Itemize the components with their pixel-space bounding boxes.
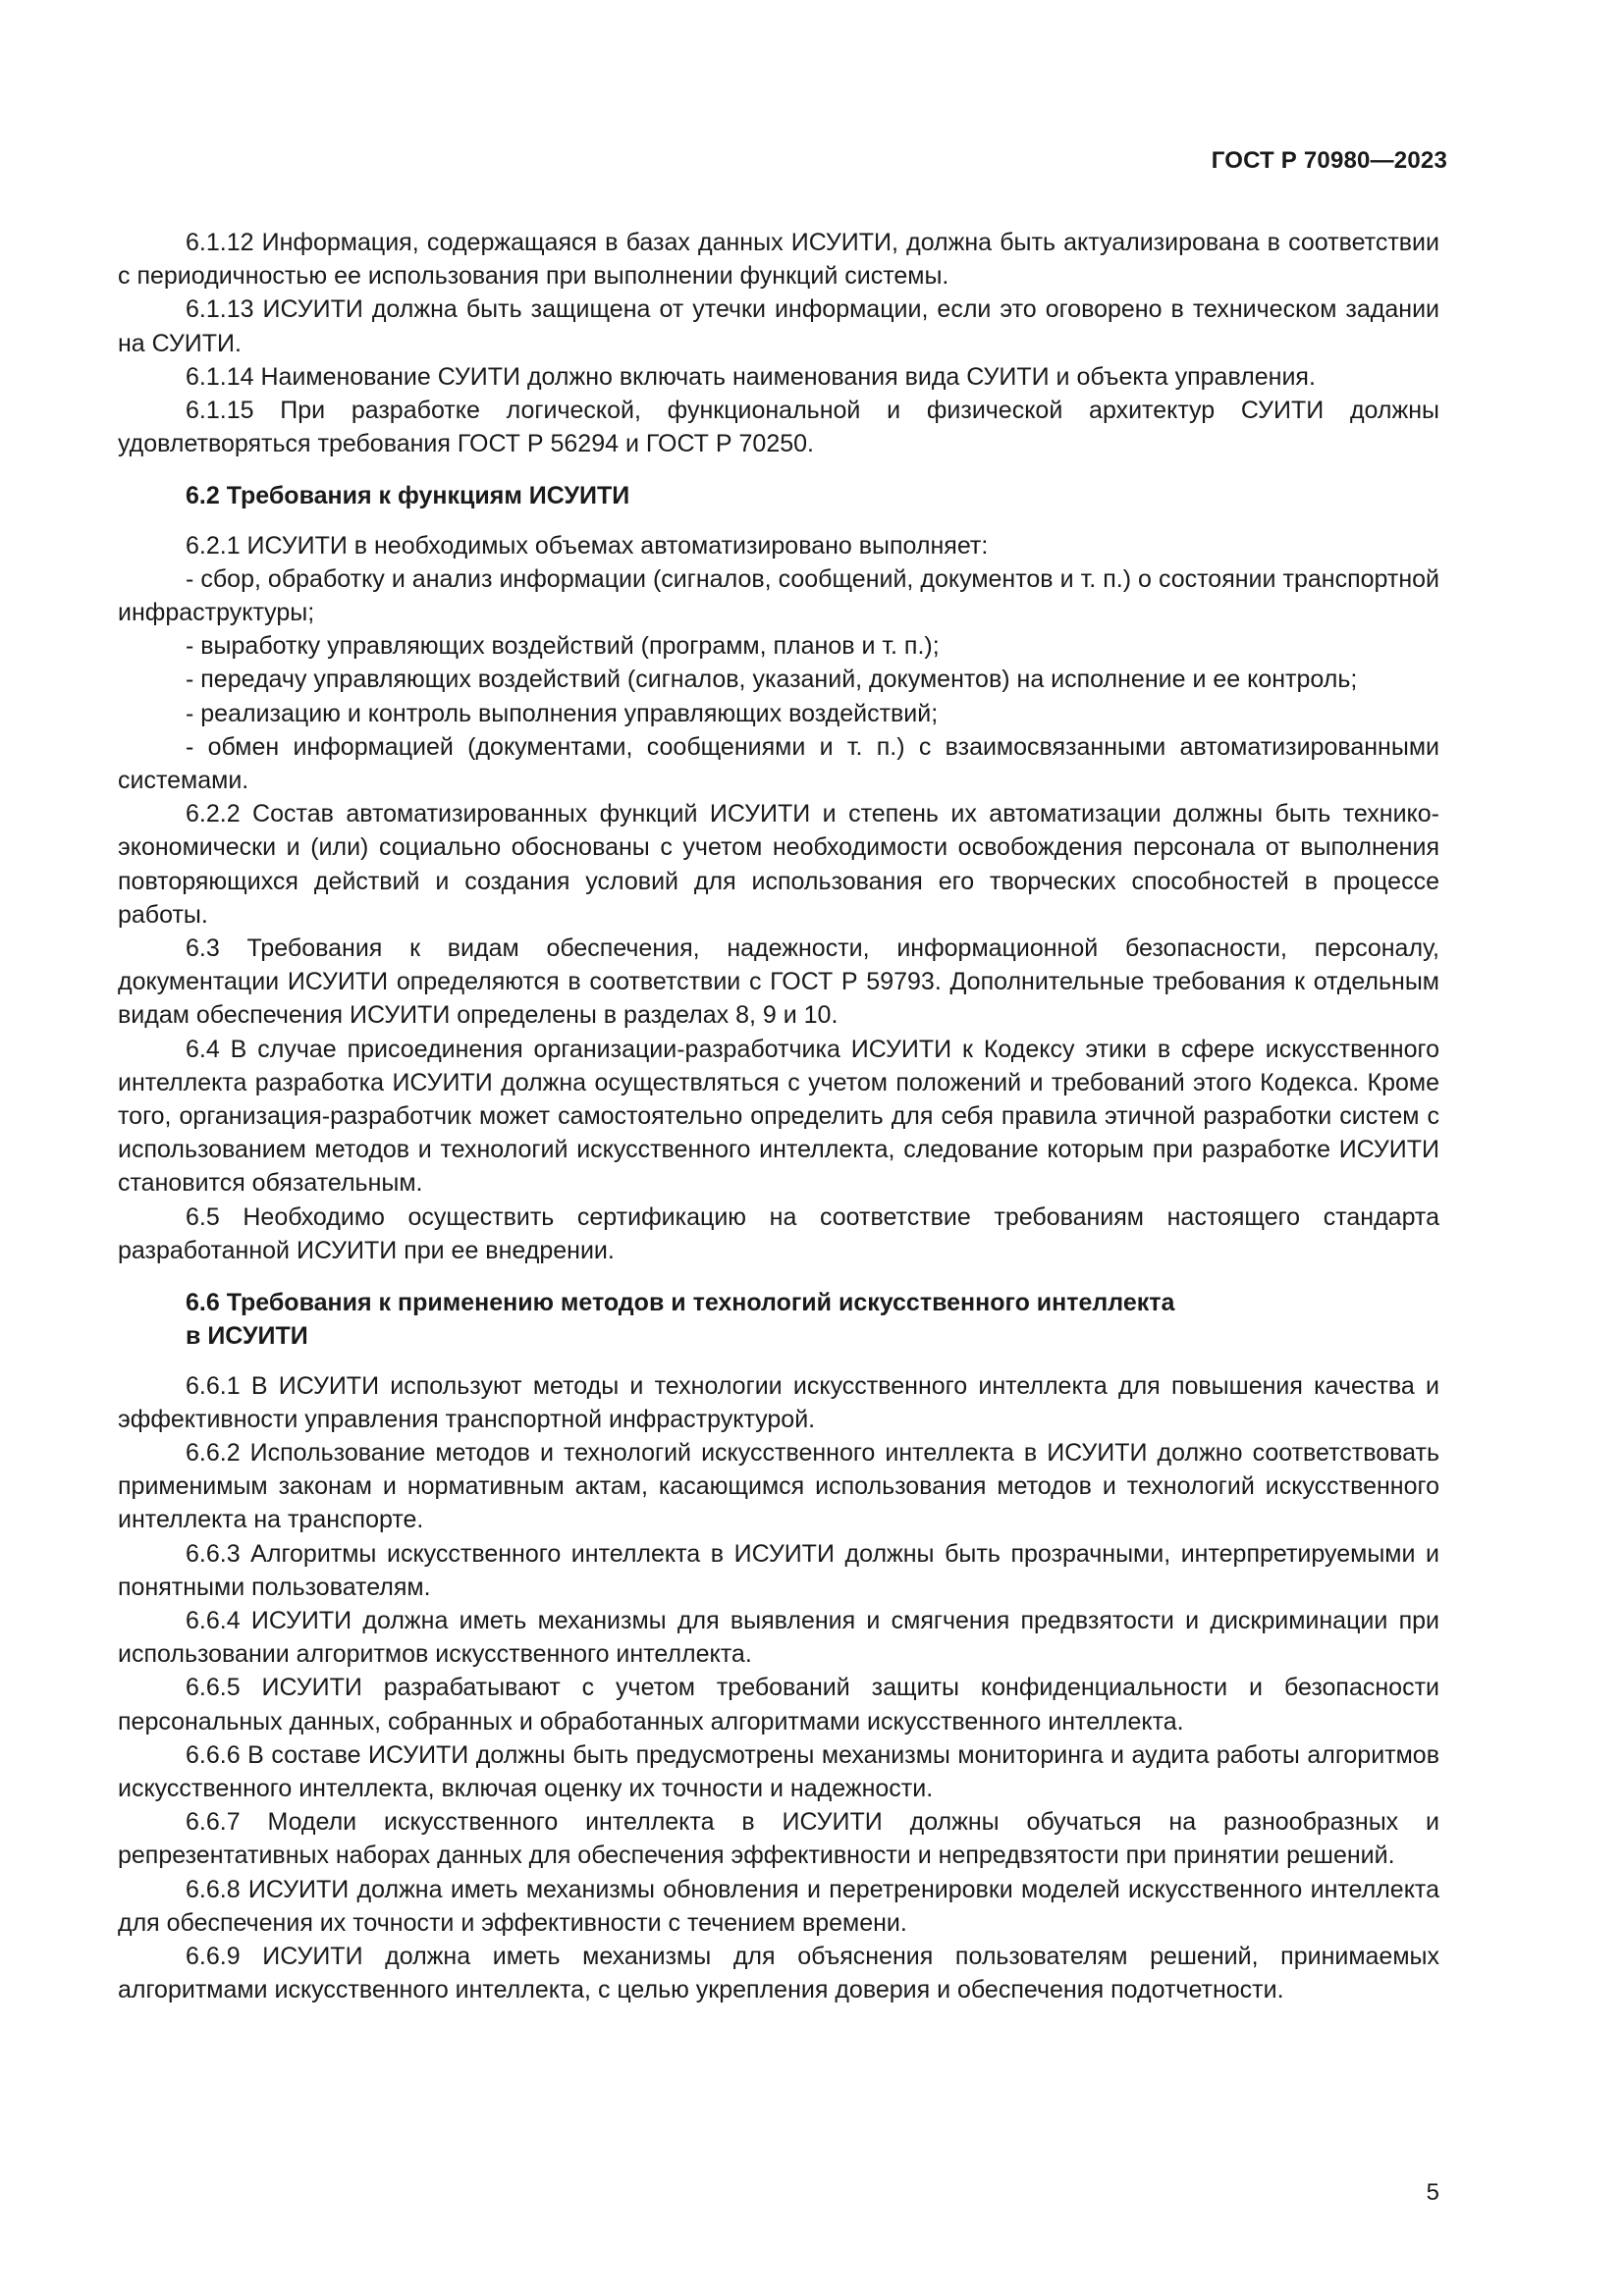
clause-6-2-1: 6.2.1 ИСУИТИ в необходимых объемах автоматизировано выполняет:: [186, 531, 989, 560]
list-item: - реализацию и контроль выполнения управляющих воздействий;: [186, 699, 939, 727]
clause-6-3: 6.3 Требования к видам обеспечения, надежности, информационной безопасности, персоналу, документации ИСУИТИ определяются в соответствии с ГОСТ Р 59793. Дополнительные требования к отдельным видам обеспечения ИСУИТИ определены в разделах 8, 9 и 10.: [118, 934, 1439, 1030]
list-item: - выработку управляющих воздействий (программ, планов и т. п.);: [186, 632, 940, 661]
section-heading-6-6-line1: 6.6 Требования к применению методов и технологий искусственного интеллекта: [186, 1289, 1175, 1317]
section-heading-6-2: 6.2 Требования к функциям ИСУИТИ: [186, 482, 630, 510]
clause-6-6-3: 6.6.3 Алгоритмы искусственного интеллекта в ИСУИТИ должны быть прозрачными, интерпретируемыми и понятными пользователям.: [118, 1539, 1439, 1601]
clause-6-1-13: 6.1.13 ИСУИТИ должна быть защищена от утечки информации, если это оговорено в техническом задании на СУИТИ.: [118, 295, 1439, 357]
clause-6-6-5: 6.6.5 ИСУИТИ разрабатывают с учетом требований защиты конфиденциальности и безопасности персональных данных, собранных и обработанных алгоритмами искусственного интеллекта.: [118, 1674, 1439, 1735]
clause-6-5: 6.5 Необходимо осуществить сертификацию на соответствие требованиям настоящего стандарта разработанной ИСУИТИ при ее внедрении.: [118, 1202, 1439, 1264]
list-item: - обмен информацией (документами, сообщениями и т. п.) с взаимосвязанными автоматизированными системами.: [118, 732, 1439, 795]
list-item: - передачу управляющих воздействий (сигналов, указаний, документов) на исполнение и ее контроль;: [186, 666, 1358, 694]
clause-6-1-14: 6.1.14 Наименование СУИТИ должно включать наименования вида СУИТИ и объекта управления.: [186, 362, 1316, 391]
clause-6-6-6: 6.6.6 В составе ИСУИТИ должны быть предусмотрены механизмы мониторинга и аудита работы алгоритмов искусственного интеллекта, включая оценку их точности и надежности.: [118, 1740, 1439, 1802]
clause-6-6-1: 6.6.1 В ИСУИТИ используют методы и технологии искусственного интеллекта для повышения качества и эффективности управления транспортной инфраструктурой.: [118, 1371, 1439, 1433]
document-designation: ГОСТ Р 70980—2023: [1211, 147, 1447, 174]
clause-6-6-9: 6.6.9 ИСУИТИ должна иметь механизмы для объяснения пользователям решений, принимаемых алгоритмами искусственного интеллекта, с целью укрепления доверия и обеспечения подотчетности.: [118, 1942, 1439, 2004]
clause-6-2-2: 6.2.2 Состав автоматизированных функций ИСУИТИ и степень их автоматизации должны быть технико-экономически и (или) социально обоснованы с учетом необходимости освобождения персонала от выполнения повторяющихся действий и создания условий для использования его творческих способностей в процессе работы.: [118, 800, 1439, 929]
clause-6-4: 6.4 В случае присоединения организации-разработчика ИСУИТИ к Кодексу этики в сфере искусственного интеллекта разработка ИСУИТИ должна осуществляться с учетом положений и требований этого Кодекса. Кроме того, организация-разработчик может самостоятельно определить для себя правила этичной разработки систем с использованием методов и технологий искусственного интеллекта, следование которым при разработке ИСУИТИ становится обязательным.: [118, 1035, 1439, 1198]
clause-6-6-2: 6.6.2 Использование методов и технологий искусственного интеллекта в ИСУИТИ должно соответствовать применимым законам и нормативным актам, касающимся использования методов и технологий искусственного интеллекта на транспорте.: [118, 1438, 1439, 1534]
section-heading-6-6: [118, 1286, 1439, 1353]
clause-6-6-7: 6.6.7 Модели искусственного интеллекта в ИСУИТИ должны обучаться на разнообразных и репрезентативных наборах данных для обеспечения эффективности и непредвзятости при принятии решений.: [118, 1808, 1439, 1870]
section-heading-6-6-line2: в ИСУИТИ: [186, 1322, 308, 1351]
clause-6-6-4: 6.6.4 ИСУИТИ должна иметь механизмы для выявления и смягчения предвзятости и дискриминации при использовании алгоритмов искусственного интеллекта.: [118, 1606, 1439, 1669]
clause-6-1-15: 6.1.15 При разработке логической, функциональной и физической архитектур СУИТИ должны удовлетворяться требования ГОСТ Р 56294 и ГОСТ Р 70250.: [118, 397, 1439, 458]
clause-6-1-12: 6.1.12 Информация, содержащаяся в базах данных ИСУИТИ, должна быть актуализирована в соответствии с периодичностью ее использования при выполнении функций системы.: [118, 229, 1439, 291]
page-number: 5: [1426, 2179, 1439, 2206]
page-body: [118, 226, 1439, 2006]
clause-6-6-8: 6.6.8 ИСУИТИ должна иметь механизмы обновления и перетренировки моделей искусственного интеллекта для обеспечения их точности и эффективности с течением времени.: [118, 1875, 1439, 1937]
list-item: - сбор, обработку и анализ информации (сигналов, сообщений, документов и т. п.) о состоянии транспортной инфраструктуры;: [118, 564, 1439, 627]
